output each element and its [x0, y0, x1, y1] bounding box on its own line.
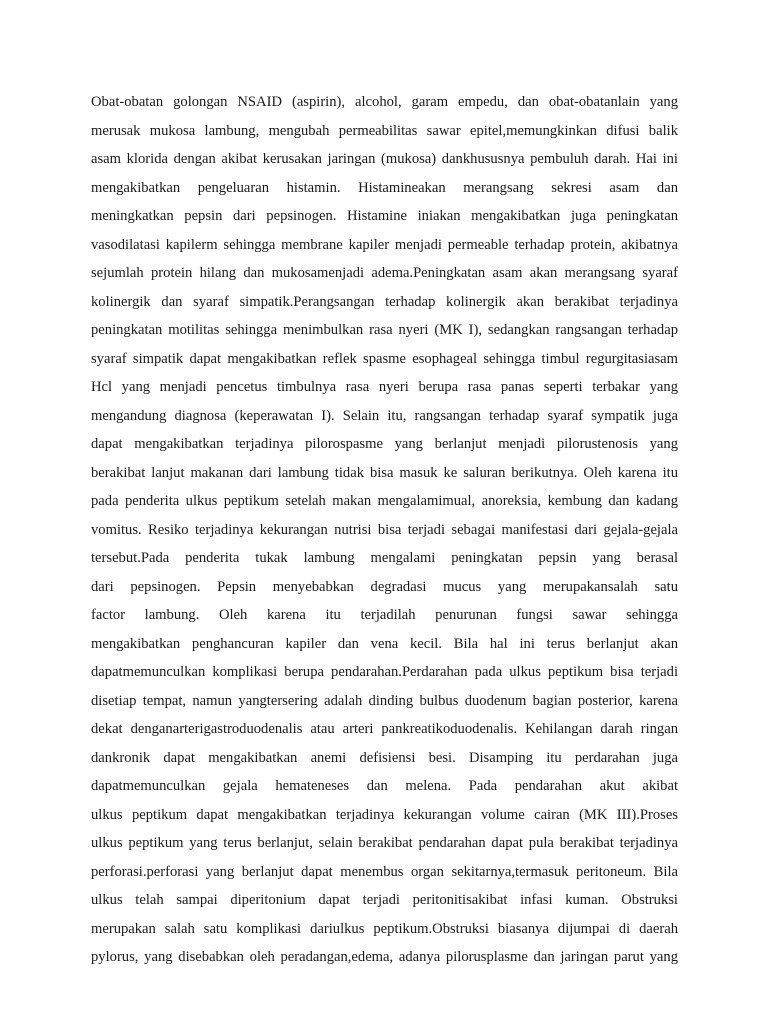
text-line: dankronik dapat mengakibatkan anemi defisiensi besi. Disamping itu perdarahan juga	[91, 749, 678, 766]
text-line: Hcl yang menjadi pencetus timbulnya rasa nyeri berupa rasa panas seperti terbakar yang	[91, 379, 678, 395]
text-line: mengakibatkan pengeluaran histamin. Histamineakan merangsang sekresi asam dan	[91, 179, 678, 196]
text-line: dapatmemunculkan gejala hemateneses dan melena. Pada pendarahan akut akibat	[91, 778, 678, 794]
text-line: ulkus peptikum yang terus berlanjut, selain berakibat pendarahan dapat pula berakibat terjadinya	[91, 835, 678, 851]
text-line: mengandung diagnosa (keperawatan I). Selain itu, rangsangan terhadap syaraf sympatik juga	[91, 407, 678, 424]
text-line: factor lambung. Oleh karena itu terjadilah penurunan fungsi sawar sehingga	[91, 607, 678, 623]
text-line: asam klorida dengan akibat kerusakan jaringan (mukosa) dankhususnya pembuluh darah. Hai ini	[91, 151, 678, 167]
text-line: perforasi.perforasi yang berlanjut dapat menembus organ sekitarnya,termasuk peritoneum. Bila	[91, 863, 678, 880]
text-line: syaraf simpatik dapat mengakibatkan reflek spasme esophageal sehingga timbul regurgitasiasam	[91, 350, 678, 367]
text-line: sejumlah protein hilang dan mukosamenjadi adema.Peningkatan asam akan merangsang syaraf	[91, 265, 678, 281]
text-line: disetiap tempat, namun yangtersering adalah dinding bulbus duodenum bagian posterior, karena	[91, 692, 678, 709]
text-line: dapatmemunculkan komplikasi berupa pendarahan.Perdarahan pada ulkus peptikum bisa terjadi	[91, 664, 678, 680]
text-line: meningkatkan pepsin dari pepsinogen. Histamine iniakan mengakibatkan juga peningkatan	[91, 208, 678, 224]
body-paragraph	[91, 88, 678, 972]
text-line: mengakibatkan penghancuran kapiler dan vena kecil. Bila hal ini terus berlanjut akan	[91, 635, 678, 652]
text-line: tersebut.Pada penderita tukak lambung mengalami peningkatan pepsin yang berasal	[91, 550, 678, 566]
text-line: vasodilatasi kapilerm sehingga membrane kapiler menjadi permeable terhadap protein, akibatnya	[91, 236, 678, 253]
text-line: peningkatan motilitas sehingga menimbulkan rasa nyeri (MK I), sedangkan rangsangan terhadap	[91, 322, 678, 338]
text-line: ulkus peptikum dapat mengakibatkan terjadinya kekurangan volume cairan (MK III).Proses	[91, 806, 678, 823]
text-line: merupakan salah satu komplikasi dariulkus peptikum.Obstruksi biasanya dijumpai di daerah	[91, 920, 678, 937]
text-line: ulkus telah sampai diperitonium dapat terjadi peritonitisakibat infasi kuman. Obstruksi	[91, 892, 678, 908]
text-line: dekat denganarterigastroduodenalis atau arteri pankreatikoduodenalis. Kehilangan darah ringan	[91, 721, 678, 737]
text-line: merusak mukosa lambung, mengubah permeabilitas sawar epitel,memungkinkan difusi balik	[91, 122, 678, 139]
text-line: dapat mengakibatkan terjadinya pilorospasme yang berlanjut menjadi pilorustenosis yang	[91, 436, 678, 452]
text-line: vomitus. Resiko terjadinya kekurangan nutrisi bisa terjadi sebagai manifestasi dari gejala-gejala	[91, 521, 678, 538]
text-line: Obat-obatan golongan NSAID (aspirin), alcohol, garam empedu, dan obat-obatanlain yang	[91, 94, 678, 110]
text-line: berakibat lanjut makanan dari lambung tidak bisa masuk ke saluran berikutnya. Oleh karena itu	[91, 464, 678, 481]
text-line: dari pepsinogen. Pepsin menyebabkan degradasi mucus yang merupakansalah satu	[91, 578, 678, 595]
text-line: kolinergik dan syaraf simpatik.Perangsangan terhadap kolinergik akan berakibat terjadinya	[91, 293, 678, 310]
text-line: pylorus, yang disebabkan oleh peradangan,edema, adanya pilorusplasme dan jaringan parut yang	[91, 949, 678, 965]
text-line: pada penderita ulkus peptikum setelah makan mengalamimual, anoreksia, kembung dan kadang	[91, 493, 678, 509]
